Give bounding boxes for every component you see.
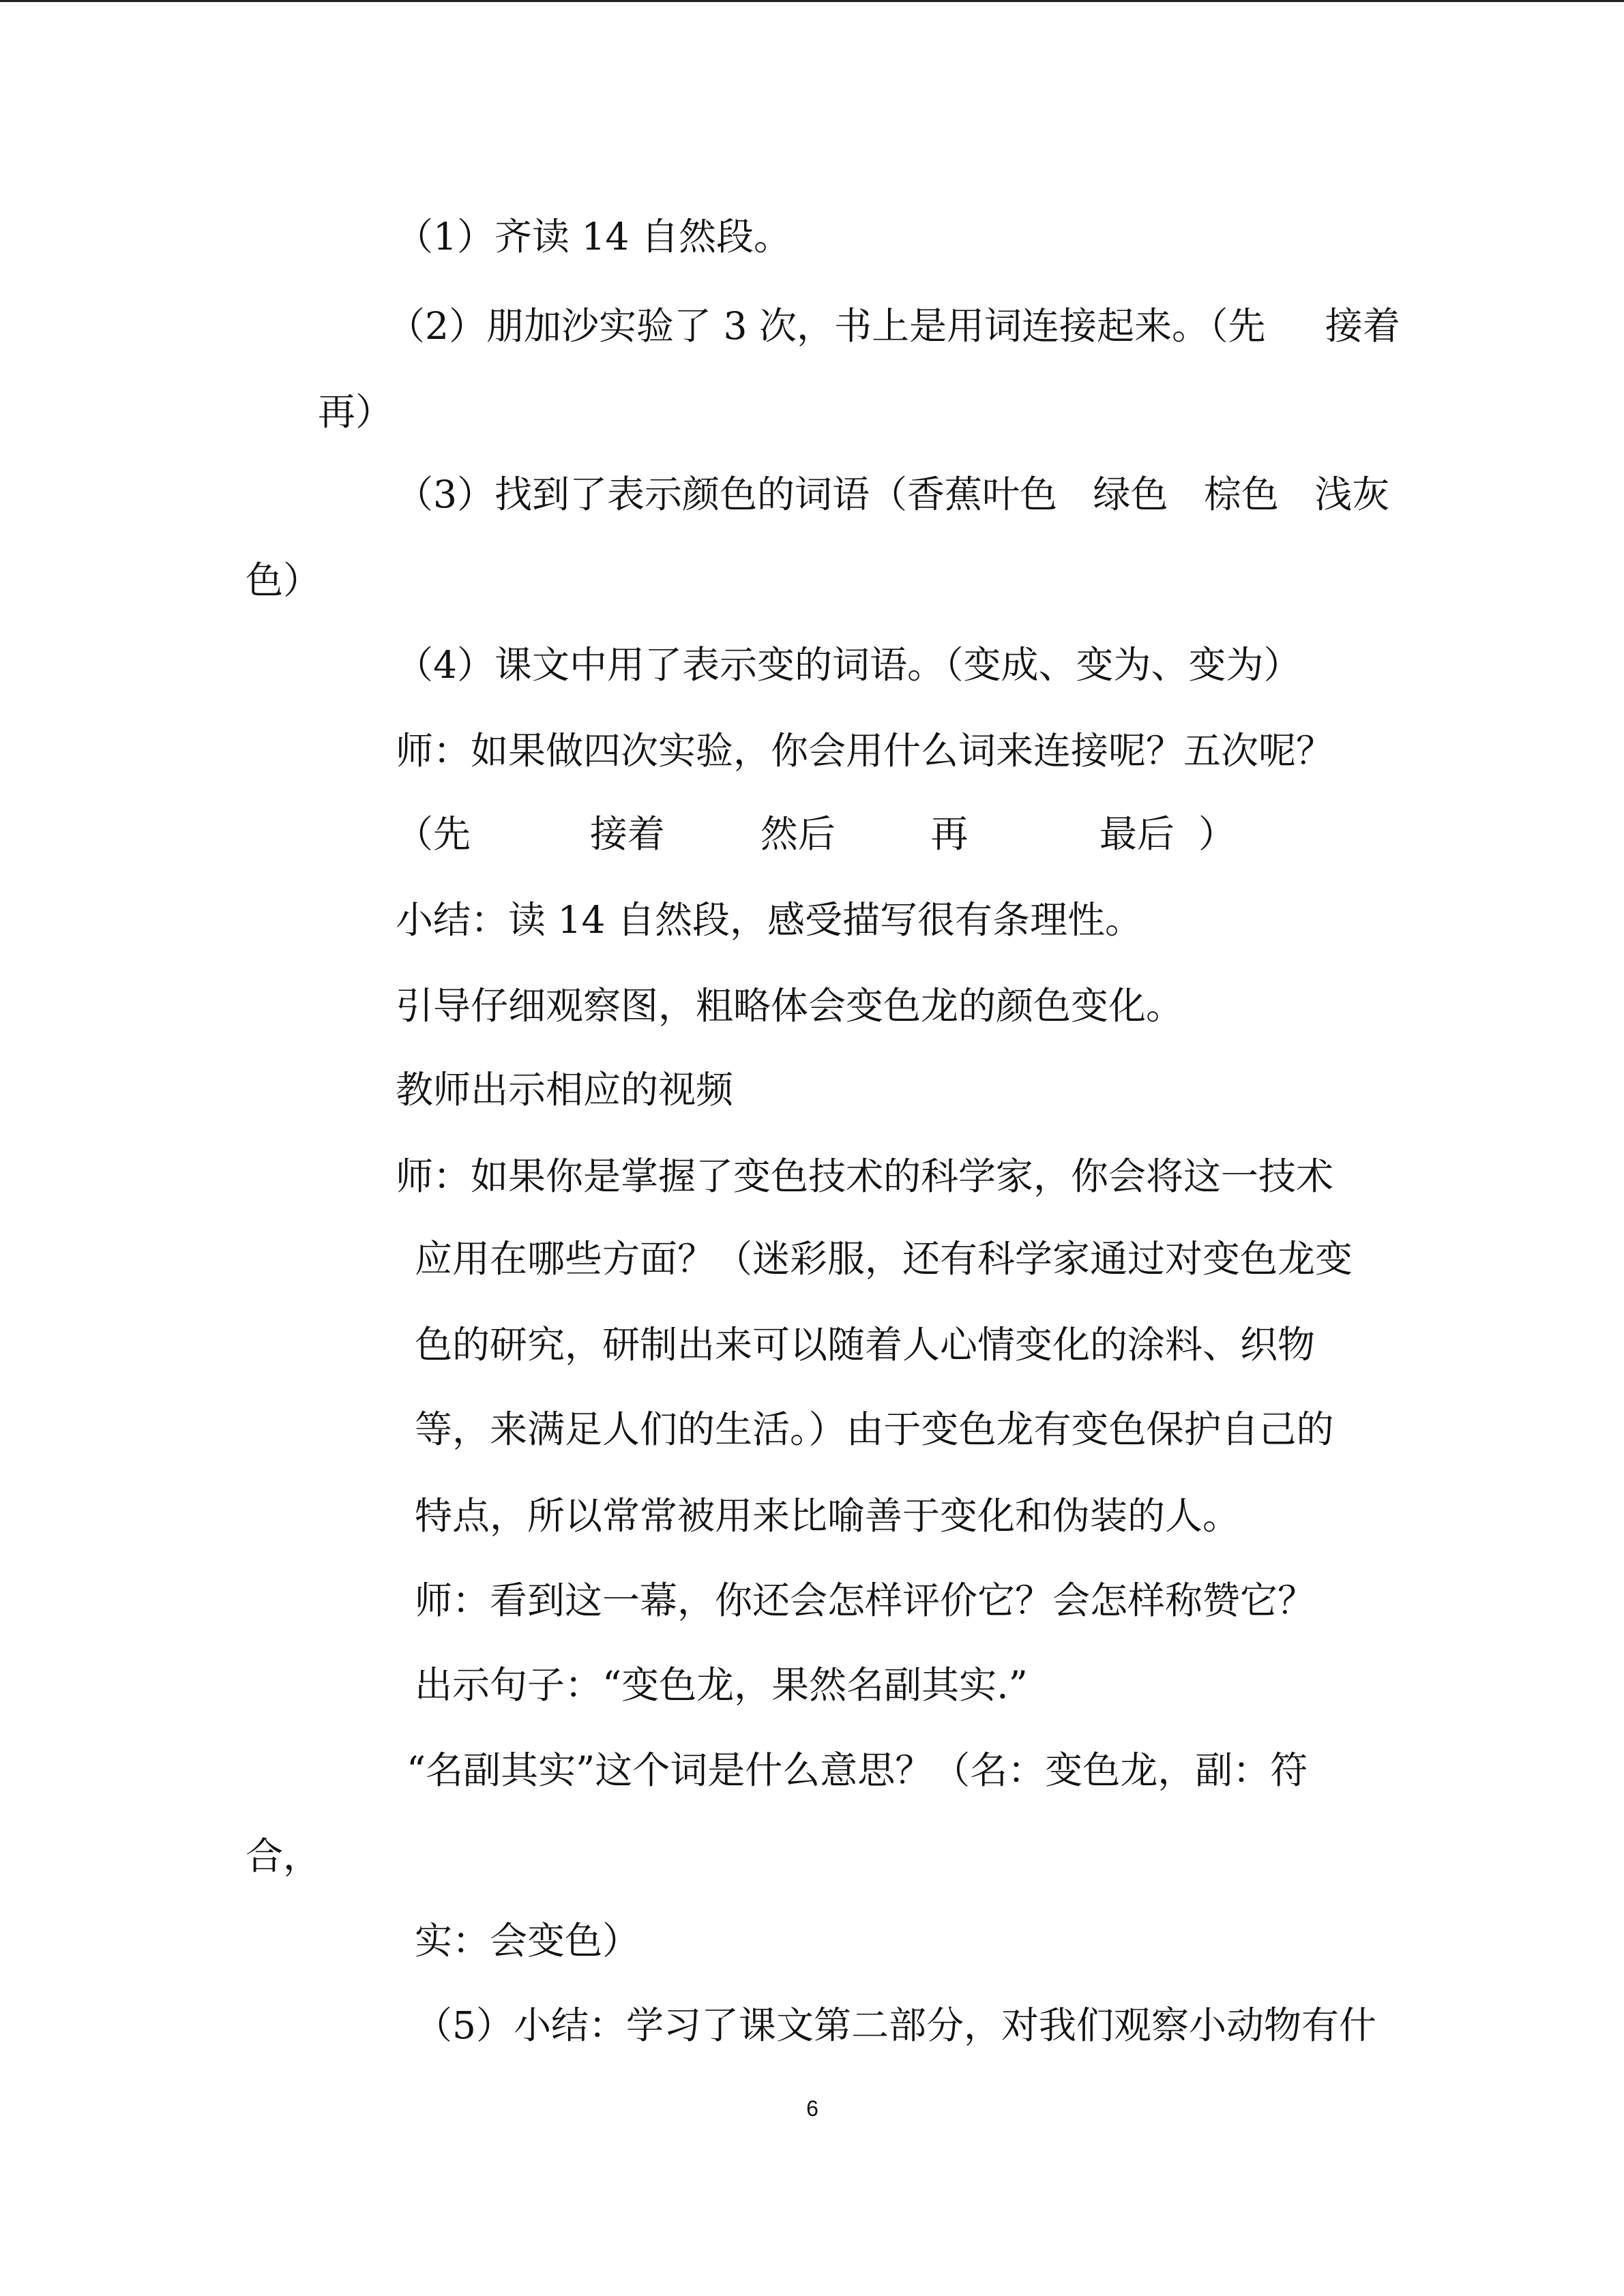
text-line-6: （4）课文中用了表示变的词语。（变成、变为、变为） [396, 643, 1301, 687]
text-line-18: 出示句子：“变色龙，果然名副其实.” [415, 1663, 1028, 1707]
text-line-22: （5）小结：学习了课文第二部分，对我们观察小动物有什 [415, 2003, 1376, 2047]
text-line-5: 色） [246, 558, 321, 602]
page-number: 6 [806, 2096, 818, 2121]
text-line-11: 教师出示相应的视频 [396, 1068, 734, 1112]
text-line-16: 特点，所以常常被用来比喻善于变化和伪装的人。 [415, 1494, 1241, 1538]
text-line-21: 实：会变色） [415, 1919, 640, 1963]
top-border-line [0, 0, 1624, 2]
text-line-19: “名副其实”这个词是什么意思？（名：变色龙，副：符 [407, 1748, 1308, 1792]
text-line-1: （1）齐读 14 自然段。 [396, 215, 791, 258]
text-line-14: 色的研究，研制出来可以随着人心情变化的涂料、织物 [415, 1323, 1316, 1367]
text-line-4: （3）找到了表示颜色的词语（香蕉叶色 绿色 棕色 浅灰 [396, 473, 1390, 516]
text-line-3: 再） [318, 390, 394, 434]
text-line-17: 师：看到这一幕，你还会怎样评价它？会怎样称赞它？ [415, 1579, 1316, 1622]
text-line-2: （2）朋加沙实验了 3 次，书上是用词连接起来。（先 接着 [387, 304, 1400, 348]
text-line-20: 合， [246, 1834, 321, 1878]
text-line-10: 引导仔细观察图，粗略体会变色龙的颜色变化。 [396, 984, 1184, 1028]
text-line-9: 小结：读 14 自然段，感受描写很有条理性。 [396, 898, 1142, 942]
text-line-13: 应用在哪些方面？（迷彩服，还有科学家通过对变色龙变 [415, 1237, 1353, 1281]
text-line-12: 师：如果你是掌握了变色技术的科学家，你会将这一技术 [396, 1154, 1334, 1198]
text-line-8: （先 接着 然后 再 最后 ） [396, 812, 1236, 856]
text-line-7: 师：如果做四次实验，你会用什么词来连接呢？五次呢？ [396, 729, 1334, 773]
text-line-15: 等，来满足人们的生活。）由于变色龙有变色保护自己的 [415, 1407, 1334, 1451]
